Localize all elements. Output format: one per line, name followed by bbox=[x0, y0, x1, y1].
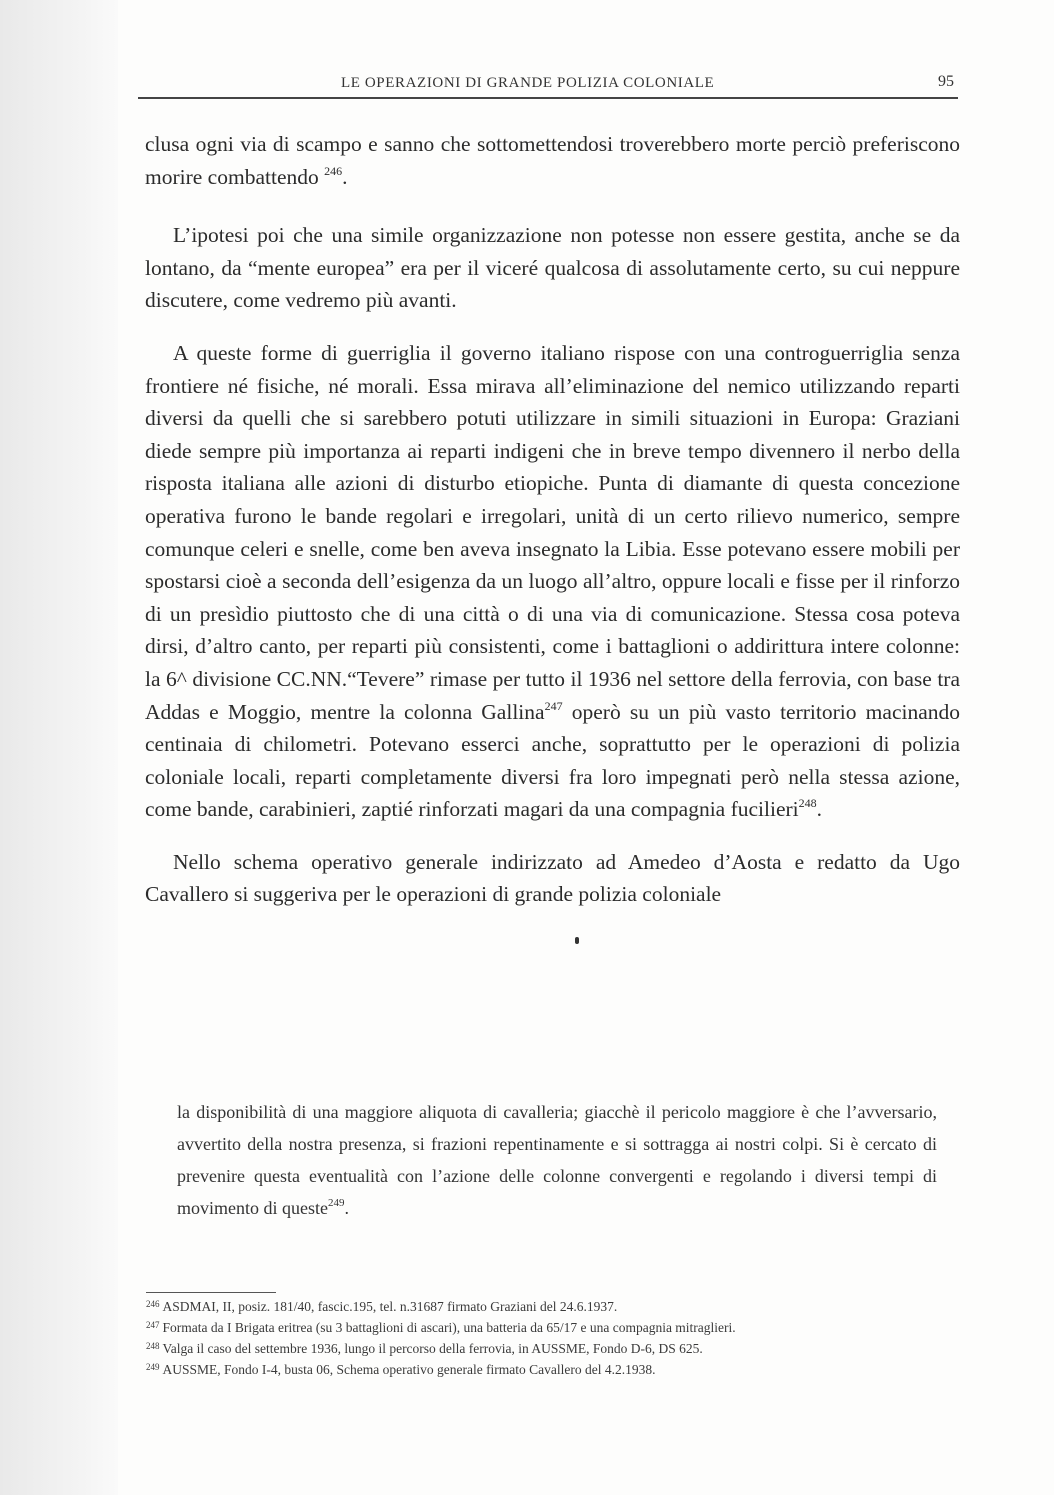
header-rule bbox=[138, 97, 958, 99]
footnotes bbox=[146, 1296, 956, 1380]
paragraph-end: . bbox=[816, 797, 823, 822]
footnote-text: ASDMAI, II, posiz. 181/40, fascic.195, tel. n.31687 firmato Graziani del 24.6.1937. bbox=[162, 1299, 618, 1314]
footnote-ref[interactable]: 246 bbox=[324, 163, 343, 178]
running-title: LE OPERAZIONI DI GRANDE POLIZIA COLONIALE bbox=[341, 75, 715, 91]
paragraph bbox=[145, 337, 960, 826]
footnote-ref[interactable]: 248 bbox=[798, 796, 817, 811]
book-gutter bbox=[0, 0, 118, 1495]
block-quote bbox=[177, 1096, 937, 1224]
page-header bbox=[138, 70, 958, 100]
footnote bbox=[146, 1359, 956, 1380]
footnote-number: 248 bbox=[146, 1341, 160, 1351]
paragraph-text: A queste forme di guerriglia il governo italiano rispose con una controguerriglia senza frontiere né fisiche, né morali. Essa mirava all’eliminazione del nemico utilizzando reparti diversi da quelli che si sarebbero potuti utilizzare in simili situazioni in Europa: Graziani diede sempre più importanza ai reparti indigeni che in breve tempo divennero il nerbo della risposta italiana alle azioni di disturbo etiopiche. Punta di diamante di questa concezione operativa furono le bande regolari e irregolari, unità di un certo rilievo numerico, sempre comunque celeri e snelle, come ben aveva insegnato la Libia. Esse potevano essere mobili per spostarsi cioè a seconda dell’esigenza da un luogo all’altro, oppure locali e fisse per il rinforzo di un presìdio piuttosto che di una città o di una via di comunicazione. Stessa cosa poteva dirsi, d’altro canto, per reparti più consistenti, come i battaglioni o addirittura intere colonne: la 6^ divisione CC.NN.“Tevere” rimase per tutto il 1936 nel settore della ferrovia, con base tra Addas e Moggio, mentre la colonna Gallina bbox=[145, 340, 960, 724]
footnote-number: 249 bbox=[146, 1362, 160, 1372]
quote-text: la disponibilità di una maggiore aliquota di cavalleria; giacchè il pericolo maggiore è che l’avversario, avvertito della nostra presenza, si frazioni repentinamente e si sottragga ai nostri colpi. Si è cercato di prevenire questa eventualità con l’azione delle colonne convergenti e regolando i diversi tempi di movimento di queste bbox=[177, 1102, 937, 1218]
footnote-ref[interactable]: 247 bbox=[544, 698, 563, 713]
footnote bbox=[146, 1296, 956, 1317]
paragraph-text: clusa ogni via di scampo e sanno che sottomettendosi troverebbero morte perciò preferiscono morire combattendo bbox=[145, 132, 960, 189]
footnote bbox=[146, 1338, 956, 1359]
footnote bbox=[146, 1317, 956, 1338]
paragraph-text: Nello schema operativo generale indirizzato ad Amedeo d’Aosta e redatto da Ugo Cavallero si suggeriva per le operazioni di grande polizia coloniale bbox=[145, 849, 960, 907]
footnote-ref[interactable]: 249 bbox=[327, 1197, 345, 1209]
footnote-number: 247 bbox=[146, 1320, 160, 1330]
page-number: 95 bbox=[938, 73, 954, 90]
print-speck bbox=[575, 937, 579, 944]
footnote-rule bbox=[146, 1292, 276, 1293]
paragraph bbox=[145, 219, 960, 317]
footnote-text: Valga il caso del settembre 1936, lungo il percorso della ferrovia, in AUSSME, Fondo D-6, DS 625. bbox=[162, 1341, 703, 1356]
footnote-text: AUSSME, Fondo I-4, busta 06, Schema operativo generale firmato Cavallero del 4.2.1938. bbox=[162, 1362, 656, 1377]
paragraph-end: . bbox=[342, 164, 348, 189]
quote-end: . bbox=[344, 1198, 349, 1218]
footnote-number: 246 bbox=[146, 1299, 160, 1309]
paragraph-text: L’ipotesi poi che una simile organizzazione non potesse non essere gestita, anche se da lontano, da “mente europea” era per il viceré qualcosa di assolutamente certo, su cui neppure discutere, come vedremo più avanti. bbox=[145, 223, 960, 313]
footnote-text: Formata da I Brigata eritrea (su 3 battaglioni di ascari), una batteria da 65/17 e una compagnia mitraglieri. bbox=[162, 1320, 736, 1335]
body-text bbox=[145, 128, 960, 911]
paragraph-continuation bbox=[145, 128, 960, 193]
paragraph-text: operò su un più vasto territorio macinando centinaia di chilometri. Potevano esserci anche, soprattutto per le operazioni di polizia coloniale locali, reparti completamente diversi fra loro impegnati però nella stessa azione, come bande, carabinieri, zaptié rinforzati magari da una compagnia fucilieri bbox=[145, 699, 960, 822]
paragraph bbox=[145, 846, 960, 911]
